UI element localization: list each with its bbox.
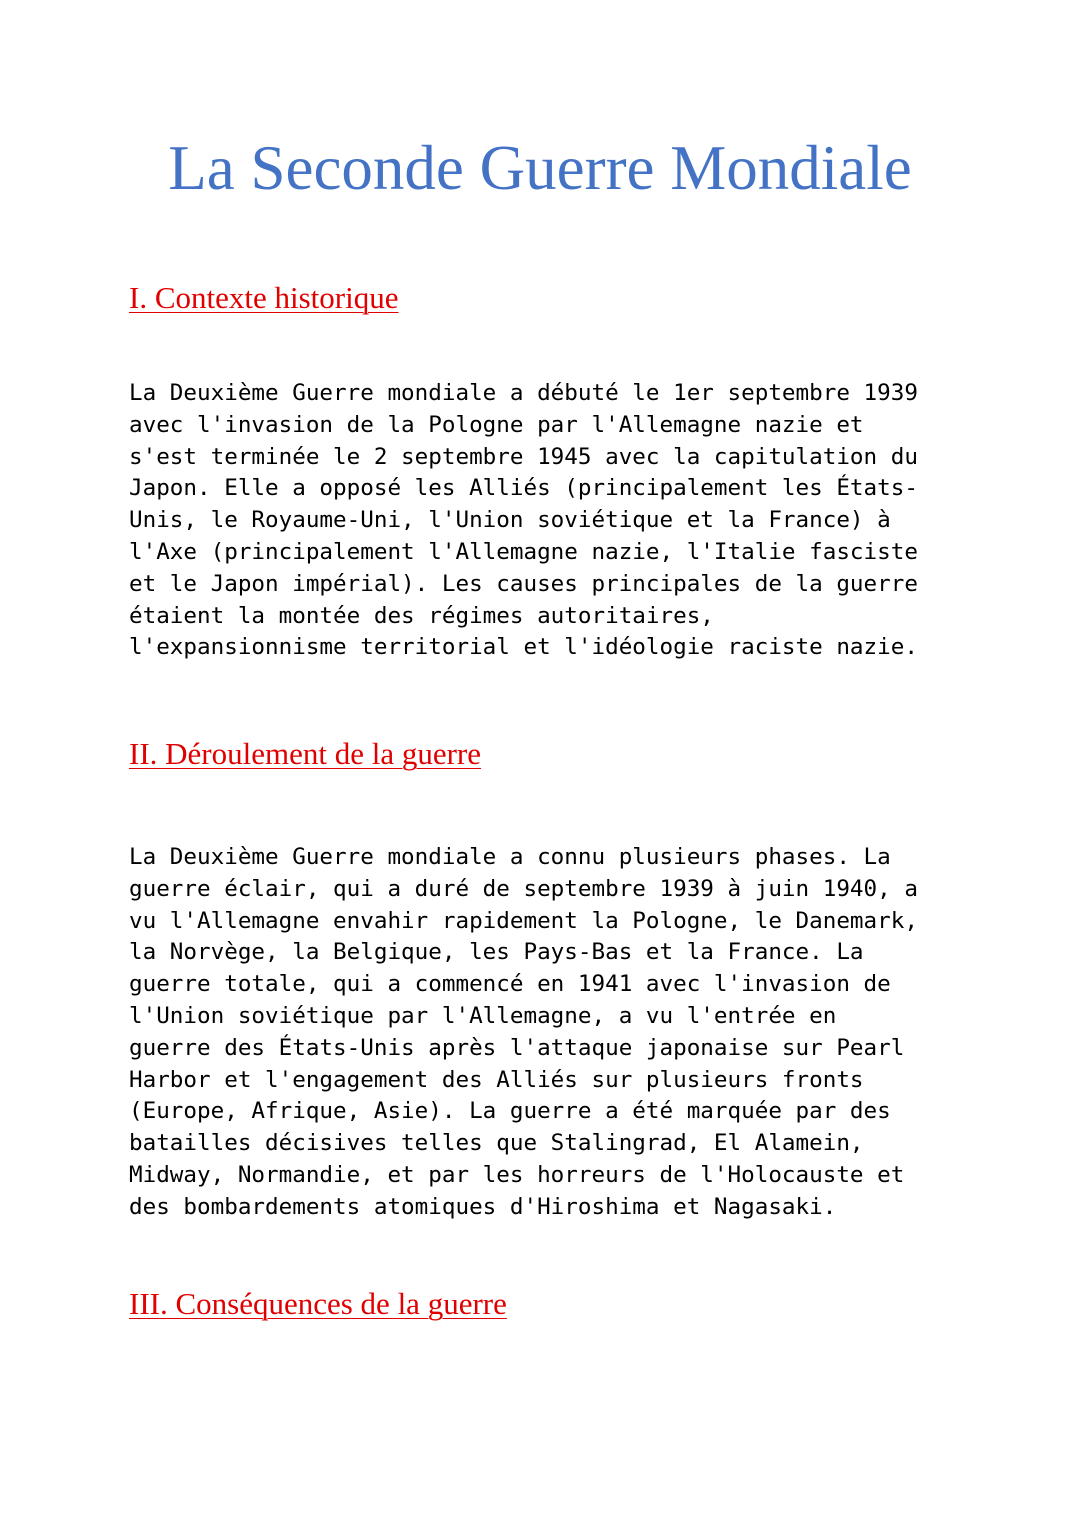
paragraph-line: guerre des États-Unis après l'attaque japonaise sur Pearl [129,1034,905,1061]
paragraph-line: Midway, Normandie, et par les horreurs de l'Holocauste et [129,1161,905,1188]
paragraph-line: des bombardements atomiques d'Hiroshima et Nagasaki. [129,1193,837,1220]
section-heading-consequences: III. Conséquences de la guerre [129,1286,507,1321]
paragraph-line: guerre totale, qui a commencé en 1941 avec l'invasion de [129,971,891,998]
section-paragraph-contexte [129,378,949,664]
paragraph-line: La Deuxième Guerre mondiale a connu plusieurs phases. La [129,844,891,870]
paragraph-line: (Europe, Afrique, Asie). La guerre a été marquée par des [129,1098,891,1125]
section-heading-deroulement: II. Déroulement de la guerre [129,736,482,771]
paragraph-line: La Deuxième Guerre mondiale a débuté le 1er septembre 1939 [129,380,918,406]
paragraph-line: avec l'invasion de la Pologne par l'Allemagne nazie et [129,411,864,438]
paragraph-line: Harbor et l'engagement des Alliés sur plusieurs fronts [129,1066,864,1093]
section-paragraph-deroulement [129,842,949,1224]
document-title: La Seconde Guerre Mondiale [168,133,912,203]
paragraph-line: s'est terminée le 2 septembre 1945 avec la capitulation du [129,443,918,470]
paragraph-line: batailles décisives telles que Stalingrad, El Alamein, [129,1130,864,1157]
paragraph-line: Japon. Elle a opposé les Alliés (principalement les États- [129,475,918,502]
paragraph-line: l'Union soviétique par l'Allemagne, a vu l'entrée en [129,1002,837,1029]
paragraph-line: vu l'Allemagne envahir rapidement la Pologne, le Danemark, [129,907,918,934]
paragraph-line: guerre éclair, qui a duré de septembre 1939 à juin 1940, a [129,875,918,902]
paragraph-line: étaient la montée des régimes autoritaires, [129,602,714,629]
paragraph-line: l'expansionnisme territorial et l'idéologie raciste nazie. [129,634,918,661]
section-heading-contexte: I. Contexte historique [129,280,399,315]
paragraph-line: la Norvège, la Belgique, les Pays-Bas et la France. La [129,939,864,966]
paragraph-line: l'Axe (principalement l'Allemagne nazie, l'Italie fasciste [129,538,918,565]
paragraph-line: Unis, le Royaume-Uni, l'Union soviétique et la France) à [129,507,891,534]
paragraph-line: et le Japon impérial). Les causes principales de la guerre [129,570,918,597]
